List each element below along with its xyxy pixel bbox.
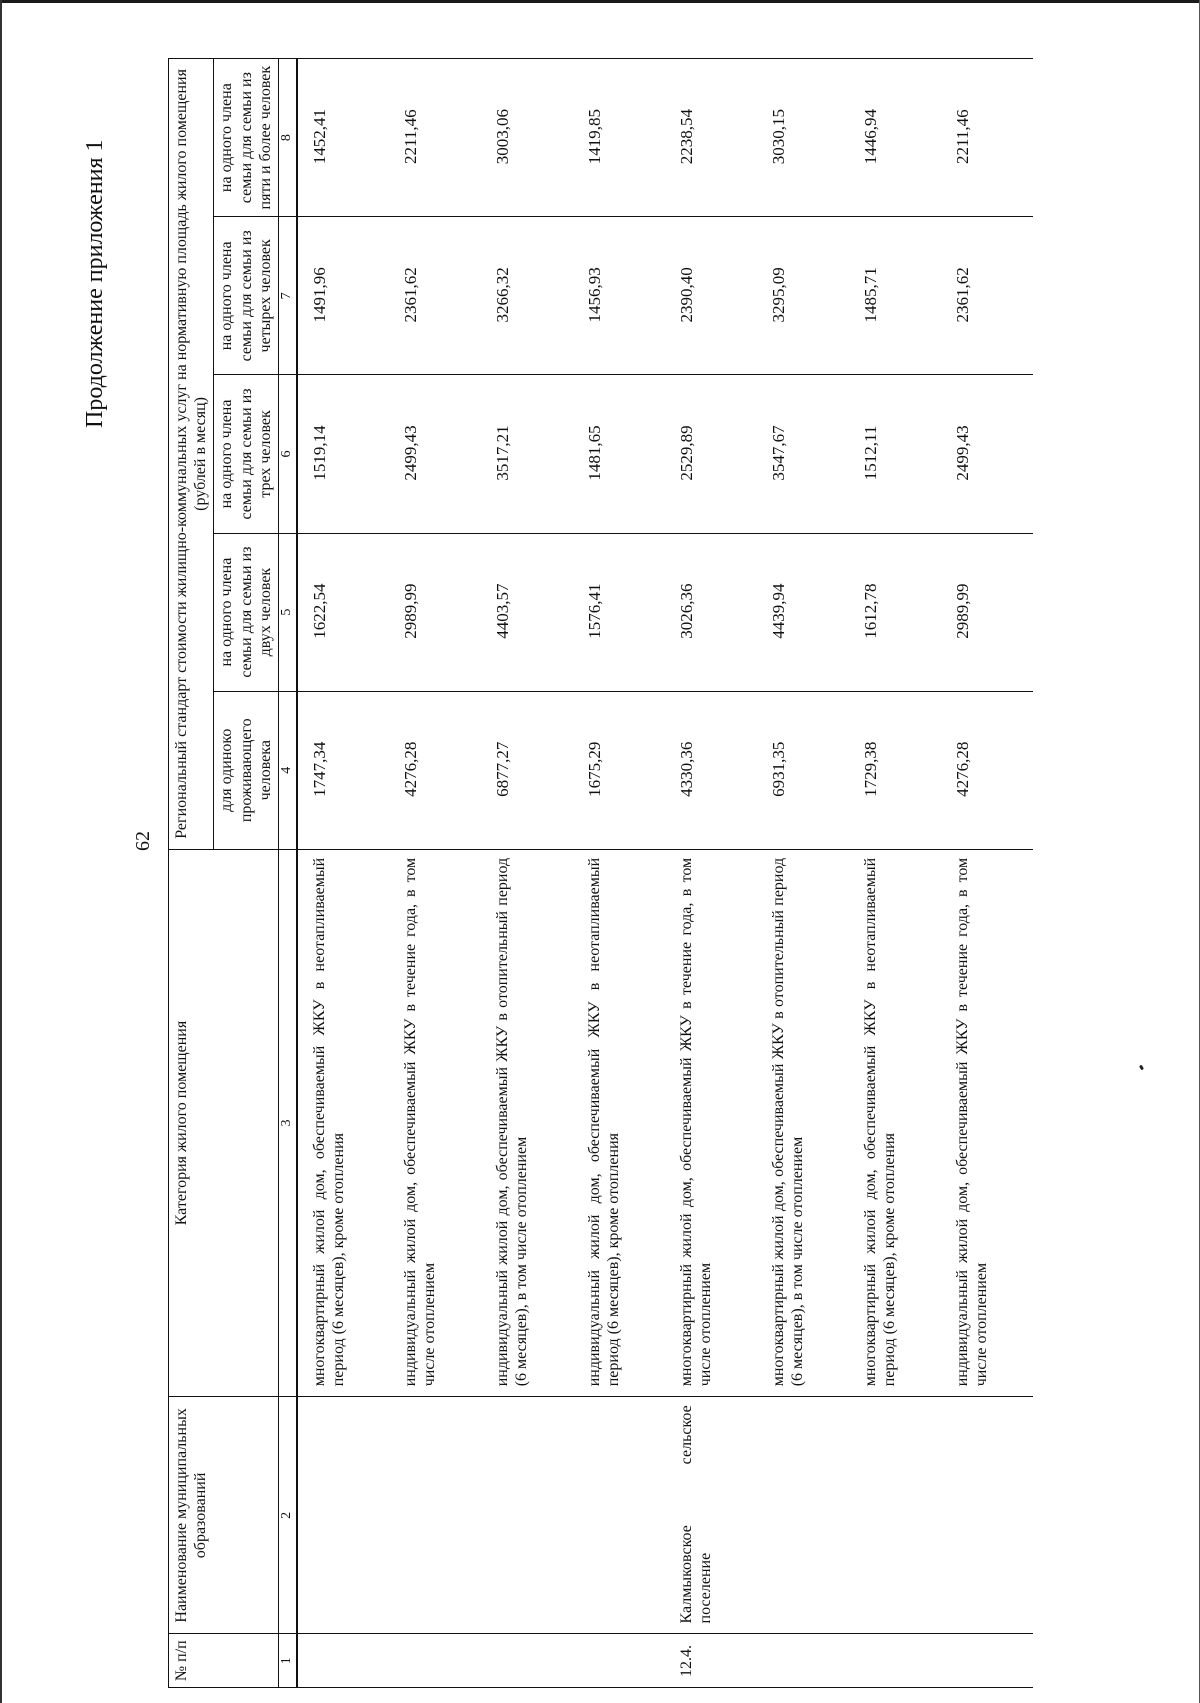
value-cell: 1419,85 [573,59,665,217]
header-num: № п/п [169,1634,279,1688]
value-cell: 4276,28 [941,691,1033,849]
category-cell: многоквартирный жилой дом, обеспечиваемый ЖКУ в отопительный период (6 месяцев), в том числе отоплением [757,849,849,1396]
value-cell: 2211,46 [389,59,481,217]
value-cell: 4439,94 [757,533,849,691]
value-cell: 4276,28 [389,691,481,849]
row-number-cell [481,1634,573,1688]
table-row [573,59,665,1688]
value-cell: 1576,41 [573,533,665,691]
value-cell: 2529,89 [665,375,757,533]
column-number-row [278,59,296,1688]
value-cell: 2361,62 [941,217,1033,375]
value-cell: 2390,40 [665,217,757,375]
header-municipality: Наименование муниципальных образований [169,1397,279,1634]
category-cell: индивидуальный жилой дом, обеспечиваемый ЖКУ в течение года, в том числе отоплением [941,849,1033,1396]
value-cell: 3266,32 [481,217,573,375]
municipality-cell [757,1397,849,1634]
column-number: 4 [278,691,296,849]
table-row [665,59,757,1688]
header-sub-three: на одного члена семьи для семьи из трех человек [214,375,279,533]
municipality-cell: Калмыковское сельское поселение [665,1397,757,1634]
table-row [297,59,389,1688]
header-sub-two: на одного члена семьи для семьи из двух человек [214,533,279,691]
value-cell: 4330,36 [665,691,757,849]
column-number: 7 [278,217,296,375]
value-cell: 1446,94 [849,59,941,217]
table-body [297,59,1033,1688]
header-sub-four: на одного члена семьи для семьи из четырех человек [214,217,279,375]
table-row [481,59,573,1688]
value-cell: 1519,14 [297,375,389,533]
category-cell: индивидуальный жилой дом, обеспечиваемый ЖКУ в течение года, в том числе отоплением [389,849,481,1396]
value-cell: 1729,38 [849,691,941,849]
category-cell: многоквартирный жилой дом, обеспечиваемый ЖКУ в неотапливаемый период (6 месяцев), кроме отопления [297,849,389,1396]
municipality-cell [481,1397,573,1634]
municipality-cell [849,1397,941,1634]
row-number-cell [573,1634,665,1688]
value-cell: 4403,57 [481,533,573,691]
value-cell: 2499,43 [389,375,481,533]
value-cell: 6931,35 [757,691,849,849]
value-cell: 1491,96 [297,217,389,375]
value-cell: 1485,71 [849,217,941,375]
value-cell: 2238,54 [665,59,757,217]
municipality-cell [389,1397,481,1634]
category-cell: многоквартирный жилой дом, обеспечиваемый ЖКУ в течение года, в том числе отоплением [665,849,757,1396]
value-cell: 1456,93 [573,217,665,375]
column-number: 5 [278,533,296,691]
header-standard-group: Региональный стандарт стоимости жилищно-коммунальных услуг на нормативную площадь жилого помещения (рублей в месяц) [169,59,214,850]
header-sub-single: для одиноко проживающего человека [214,691,279,849]
municipality-cell [573,1397,665,1634]
table-row [389,59,481,1688]
category-cell: многоквартирный жилой дом, обеспечиваемый ЖКУ в неотапливаемый период (6 месяцев), кроме отопления [849,849,941,1396]
value-cell: 3030,15 [757,59,849,217]
column-number: 3 [278,849,296,1396]
value-cell: 2361,62 [389,217,481,375]
scan-speck [1139,1065,1144,1071]
column-number: 1 [278,1634,296,1688]
header-category: Категория жилого помещения [169,849,279,1396]
value-cell: 2211,46 [941,59,1033,217]
value-cell: 1612,78 [849,533,941,691]
value-cell: 1512,11 [849,375,941,533]
value-cell: 3547,67 [757,375,849,533]
value-cell: 1675,29 [573,691,665,849]
row-number-cell [389,1634,481,1688]
rates-table [168,58,1033,1688]
header-sub-five: на одного члена семьи для семьи из пяти и более человек [214,59,279,217]
row-number-cell [757,1634,849,1688]
value-cell: 3295,09 [757,217,849,375]
value-cell: 1747,34 [297,691,389,849]
row-number-cell [849,1634,941,1688]
value-cell: 3517,21 [481,375,573,533]
value-cell: 1481,65 [573,375,665,533]
value-cell: 2989,99 [941,533,1033,691]
value-cell: 1622,54 [297,533,389,691]
table-row [849,59,941,1688]
row-number-cell [297,1634,389,1688]
category-cell: индивидуальный жилой дом, обеспечиваемый ЖКУ в неотапливаемый период (6 месяцев), кроме отопления [573,849,665,1396]
value-cell: 6877,27 [481,691,573,849]
municipality-cell [297,1397,389,1634]
table-row [941,59,1033,1688]
continuation-label: Продолжение приложения 1 [82,139,108,428]
column-number: 8 [278,59,296,217]
column-number: 6 [278,375,296,533]
row-number-cell: 12.4. [665,1634,757,1688]
value-cell: 3003,06 [481,59,573,217]
category-cell: индивидуальный жилой дом, обеспечиваемый ЖКУ в отопительный период (6 месяцев), в том числе отоплением [481,849,573,1396]
municipality-cell [941,1397,1033,1634]
table-row [757,59,849,1688]
row-number-cell [941,1634,1033,1688]
table-header [169,59,297,1688]
value-cell: 2499,43 [941,375,1033,533]
value-cell: 2989,99 [389,533,481,691]
page-number: 62 [132,831,154,851]
value-cell: 1452,41 [297,59,389,217]
column-number: 2 [278,1397,296,1634]
value-cell: 3026,36 [665,533,757,691]
